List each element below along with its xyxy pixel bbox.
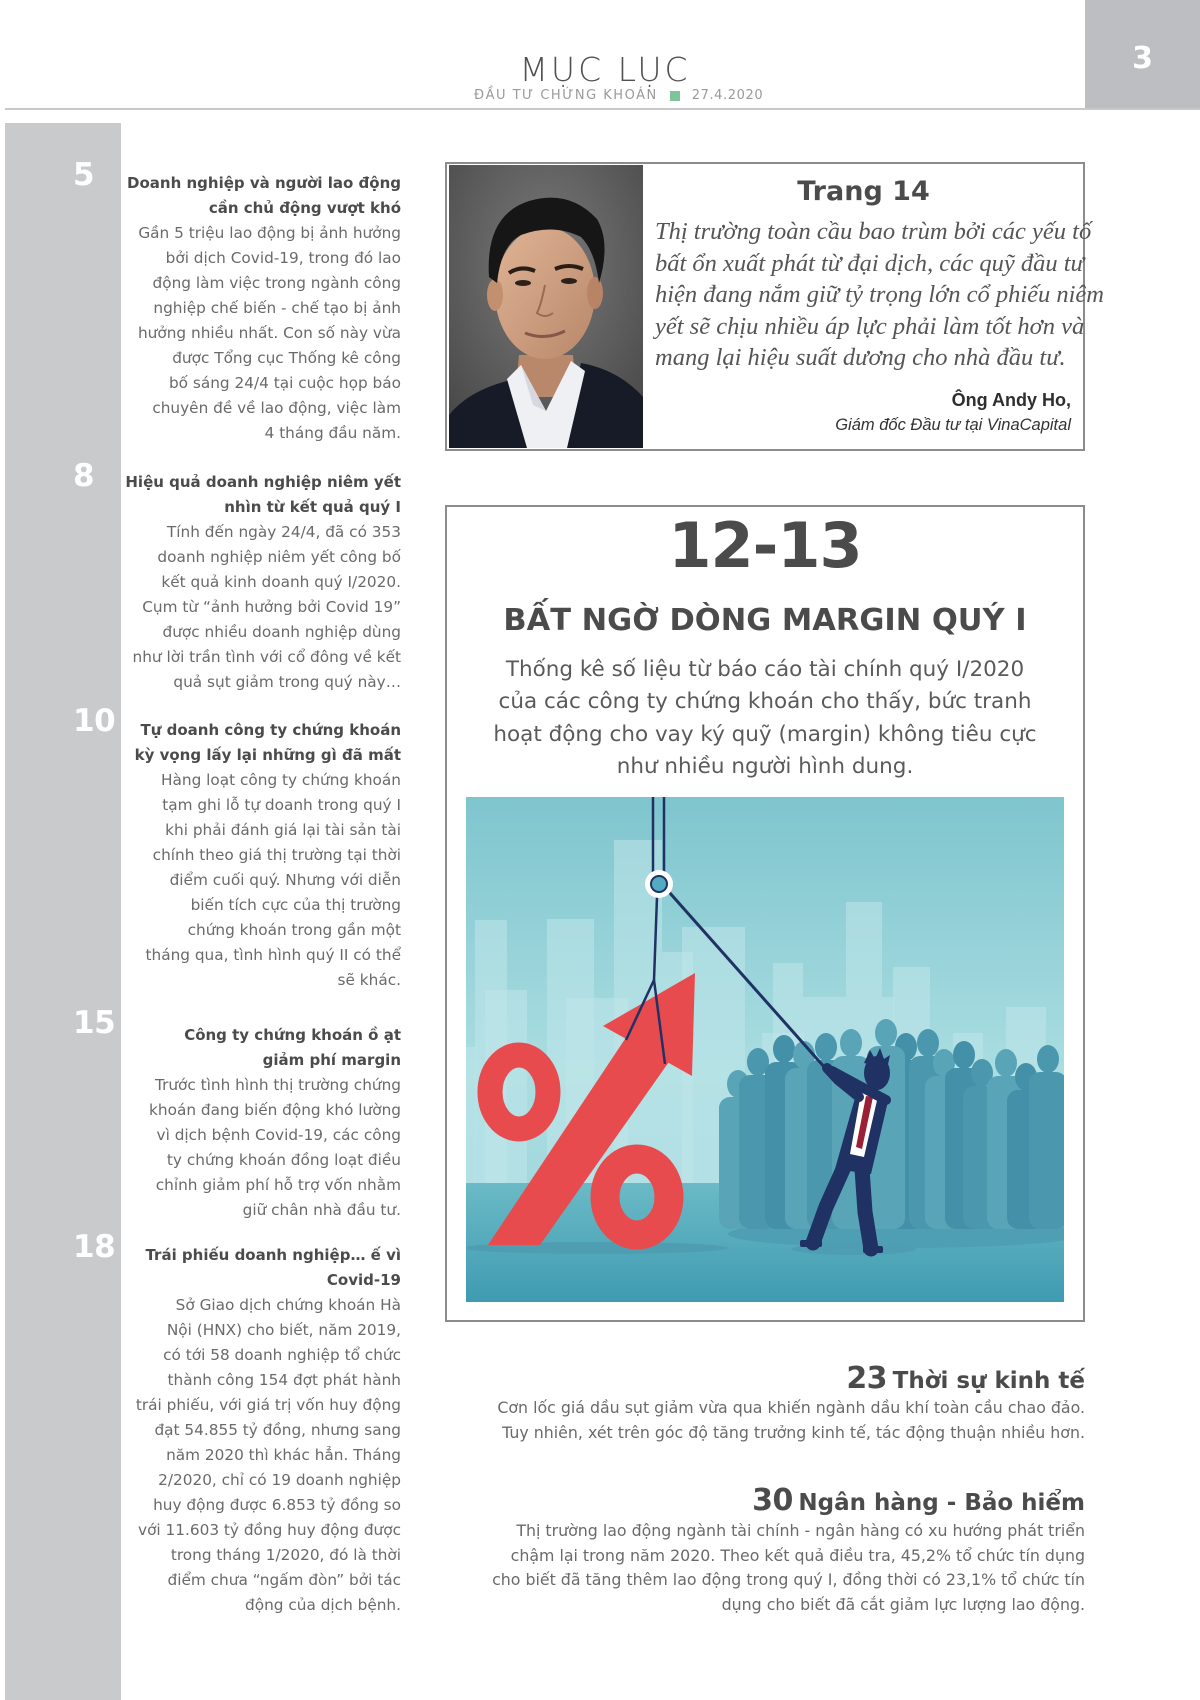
header-divider (5, 108, 1200, 110)
publication-name: ĐẦU TƯ CHỨNG KHOÁN (474, 88, 658, 103)
quote-author: Ông Andy Ho, (951, 390, 1071, 410)
accent-square-icon (670, 91, 680, 101)
toc-entry-summary: Trước tình hình thị trường chứng khoán đang biến động khó lường vì dịch bệnh Covid-19, các công ty chứng khoán đồng loạt điều chỉnh giảm phí hỗ trợ vốn nhằm giữ chân nhà đầu tư. (149, 1076, 401, 1219)
section-heading[interactable] (846, 1362, 1085, 1400)
quote-text: Thị trường toàn cầu bao trùm bởi các yếu tố bất ổn xuất phát từ đại dịch, các quỹ đầu tư hiện đang nắm giữ tỷ trọng lớn cổ phiếu niêm yết sẽ chịu nhiều áp lực phải làm tốt hơn và mang lại hiệu suất dương cho nhà đầu tư. (655, 218, 1105, 371)
section-page-number: 23 (846, 1361, 888, 1396)
issue-date: 27.4.2020 (691, 88, 764, 103)
crowd-figure-head (815, 1033, 837, 1061)
toc-page-number[interactable]: 5 (73, 157, 95, 193)
building (466, 1047, 476, 1183)
toc-entry[interactable] (100, 718, 401, 993)
portrait-photo (449, 165, 643, 448)
crowd-figure-head (953, 1041, 975, 1069)
toc-page-number[interactable]: 18 (73, 1229, 116, 1265)
toc-entry[interactable] (100, 171, 401, 446)
toc-entry[interactable] (100, 470, 401, 695)
feature-page-range[interactable]: 12-13 (668, 509, 862, 582)
crowd-figure-head (875, 1019, 897, 1047)
toc-entry-title[interactable]: Công ty chứng khoán ồ ạt giảm phí margin (184, 1026, 401, 1069)
toc-entry-summary: Tính đến ngày 24/4, đã có 353 doanh nghiệp niêm yết công bố kết quả kinh doanh quý I/2020. Cụm từ “ảnh hưởng bởi Covid 19” được nhiều doanh nghiệp dùng như lời trần tình với cổ đông về kết quả sụt giảm trong quý này… (132, 523, 401, 691)
toc-entry-title[interactable]: Trái phiếu doanh nghiệp… ế vì Covid-19 (145, 1246, 401, 1289)
publication-line (474, 88, 763, 104)
section-summary: Cơn lốc giá dầu sụt giảm vừa qua khiến ngành dầu khí toàn cầu chao đảo. Tuy nhiên, xét trên góc độ tăng trưởng kinh tế, tác động thuận nhiều hơn. (497, 1398, 1085, 1442)
crowd-figure-head (1037, 1045, 1059, 1073)
toc-entry[interactable] (100, 1243, 401, 1618)
section-title: Thời sự kinh tế (892, 1368, 1085, 1394)
page-number: 3 (1132, 40, 1153, 76)
page-number-tab (1085, 0, 1200, 108)
toc-entry-title[interactable]: Tự doanh công ty chứng khoán kỳ vọng lấy lại những gì đã mất (134, 721, 401, 764)
toc-entry[interactable] (100, 1023, 401, 1223)
page-title: MỤC LỤC (519, 50, 691, 89)
crowd-figure-head (995, 1049, 1017, 1077)
crowd-figure-head (773, 1035, 795, 1063)
section-title: Ngân hàng - Bảo hiểm (798, 1490, 1085, 1516)
toc-page-number[interactable]: 8 (73, 458, 95, 494)
crowd-figure-head (917, 1029, 939, 1057)
toc-entry-title[interactable]: Doanh nghiệp và người lao động cần chủ động vượt khó (127, 174, 401, 217)
feature-illustration (466, 797, 1064, 1302)
quote-author-role: Giám đốc Đầu tư tại VinaCapital (835, 416, 1071, 434)
section-summary: Thị trường lao động ngành tài chính - ngân hàng có xu hướng phát triển chậm lại trong năm 2020. Theo kết quả điều tra, 45,2% tổ chức tín dụng cho biết đã tăng thêm lao động trong quý I, đồng thời có 23,1% tổ chức tín dụng cho biết đã cắt giảm lực lượng lao động. (492, 1521, 1085, 1615)
toc-entry-title[interactable]: Hiệu quả doanh nghiệp niêm yết nhìn từ kết quả quý I (125, 473, 401, 516)
toc-page-number[interactable]: 10 (73, 703, 116, 739)
toc-entry-summary: Hàng loạt công ty chứng khoán tạm ghi lỗ tự doanh trong quý I khi phải đánh giá lại tài sản tài chính theo giá thị trường tại thời điểm cuối quý. Nhưng với diễn biến tích cực của thị trường chứng khoán trong gần một tháng qua, tình hình quý II có thể sẽ khác. (145, 771, 401, 989)
toc-entry-summary: Sở Giao dịch chứng khoán Hà Nội (HNX) cho biết, năm 2019, có tới 58 doanh nghiệp tổ chức thành công 154 đợt phát hành trái phiếu, với giá trị vốn huy động đạt 54.855 tỷ đồng, nhưng sang năm 2020 thì khác hẳn. Tháng 2/2020, chỉ có 19 doanh nghiệp huy động được 6.853 tỷ đồng so với 11.603 tỷ đồng huy động được trong tháng 1/2020, đó là thời điểm chưa “ngấm đòn” bởi tác động của dịch bệnh. (135, 1296, 401, 1614)
section-page-number: 30 (752, 1483, 793, 1518)
crowd-figure-body (1029, 1072, 1064, 1229)
feature-headline[interactable]: BẤT NGỜ DÒNG MARGIN QUÝ I (503, 603, 1027, 638)
pulley-hub (651, 876, 667, 892)
toc-page-number[interactable]: 15 (73, 1005, 116, 1041)
toc-entry-summary: Gần 5 triệu lao động bị ảnh hưởng bởi dịch Covid-19, trong đó lao động làm việc trong ngành công nghiệp chế biến - chế tạo bị ảnh hưởng nhiều nhất. Con số này vừa được Tổng cục Thống kê công bố sáng 24/4 tại cuộc họp báo chuyên đề về lao động, việc làm 4 tháng đầu năm. (137, 224, 401, 442)
quote-page-label[interactable]: Trang 14 (797, 176, 930, 207)
feature-summary: Thống kê số liệu từ báo cáo tài chính quý I/2020 của các công ty chứng khoán cho thấy, bức tranh hoạt động cho vay ký quỹ (margin) không tiêu cực như nhiều người hình dung. (493, 657, 1037, 779)
crowd-figure-head (840, 1029, 862, 1057)
section-heading[interactable] (752, 1484, 1085, 1522)
